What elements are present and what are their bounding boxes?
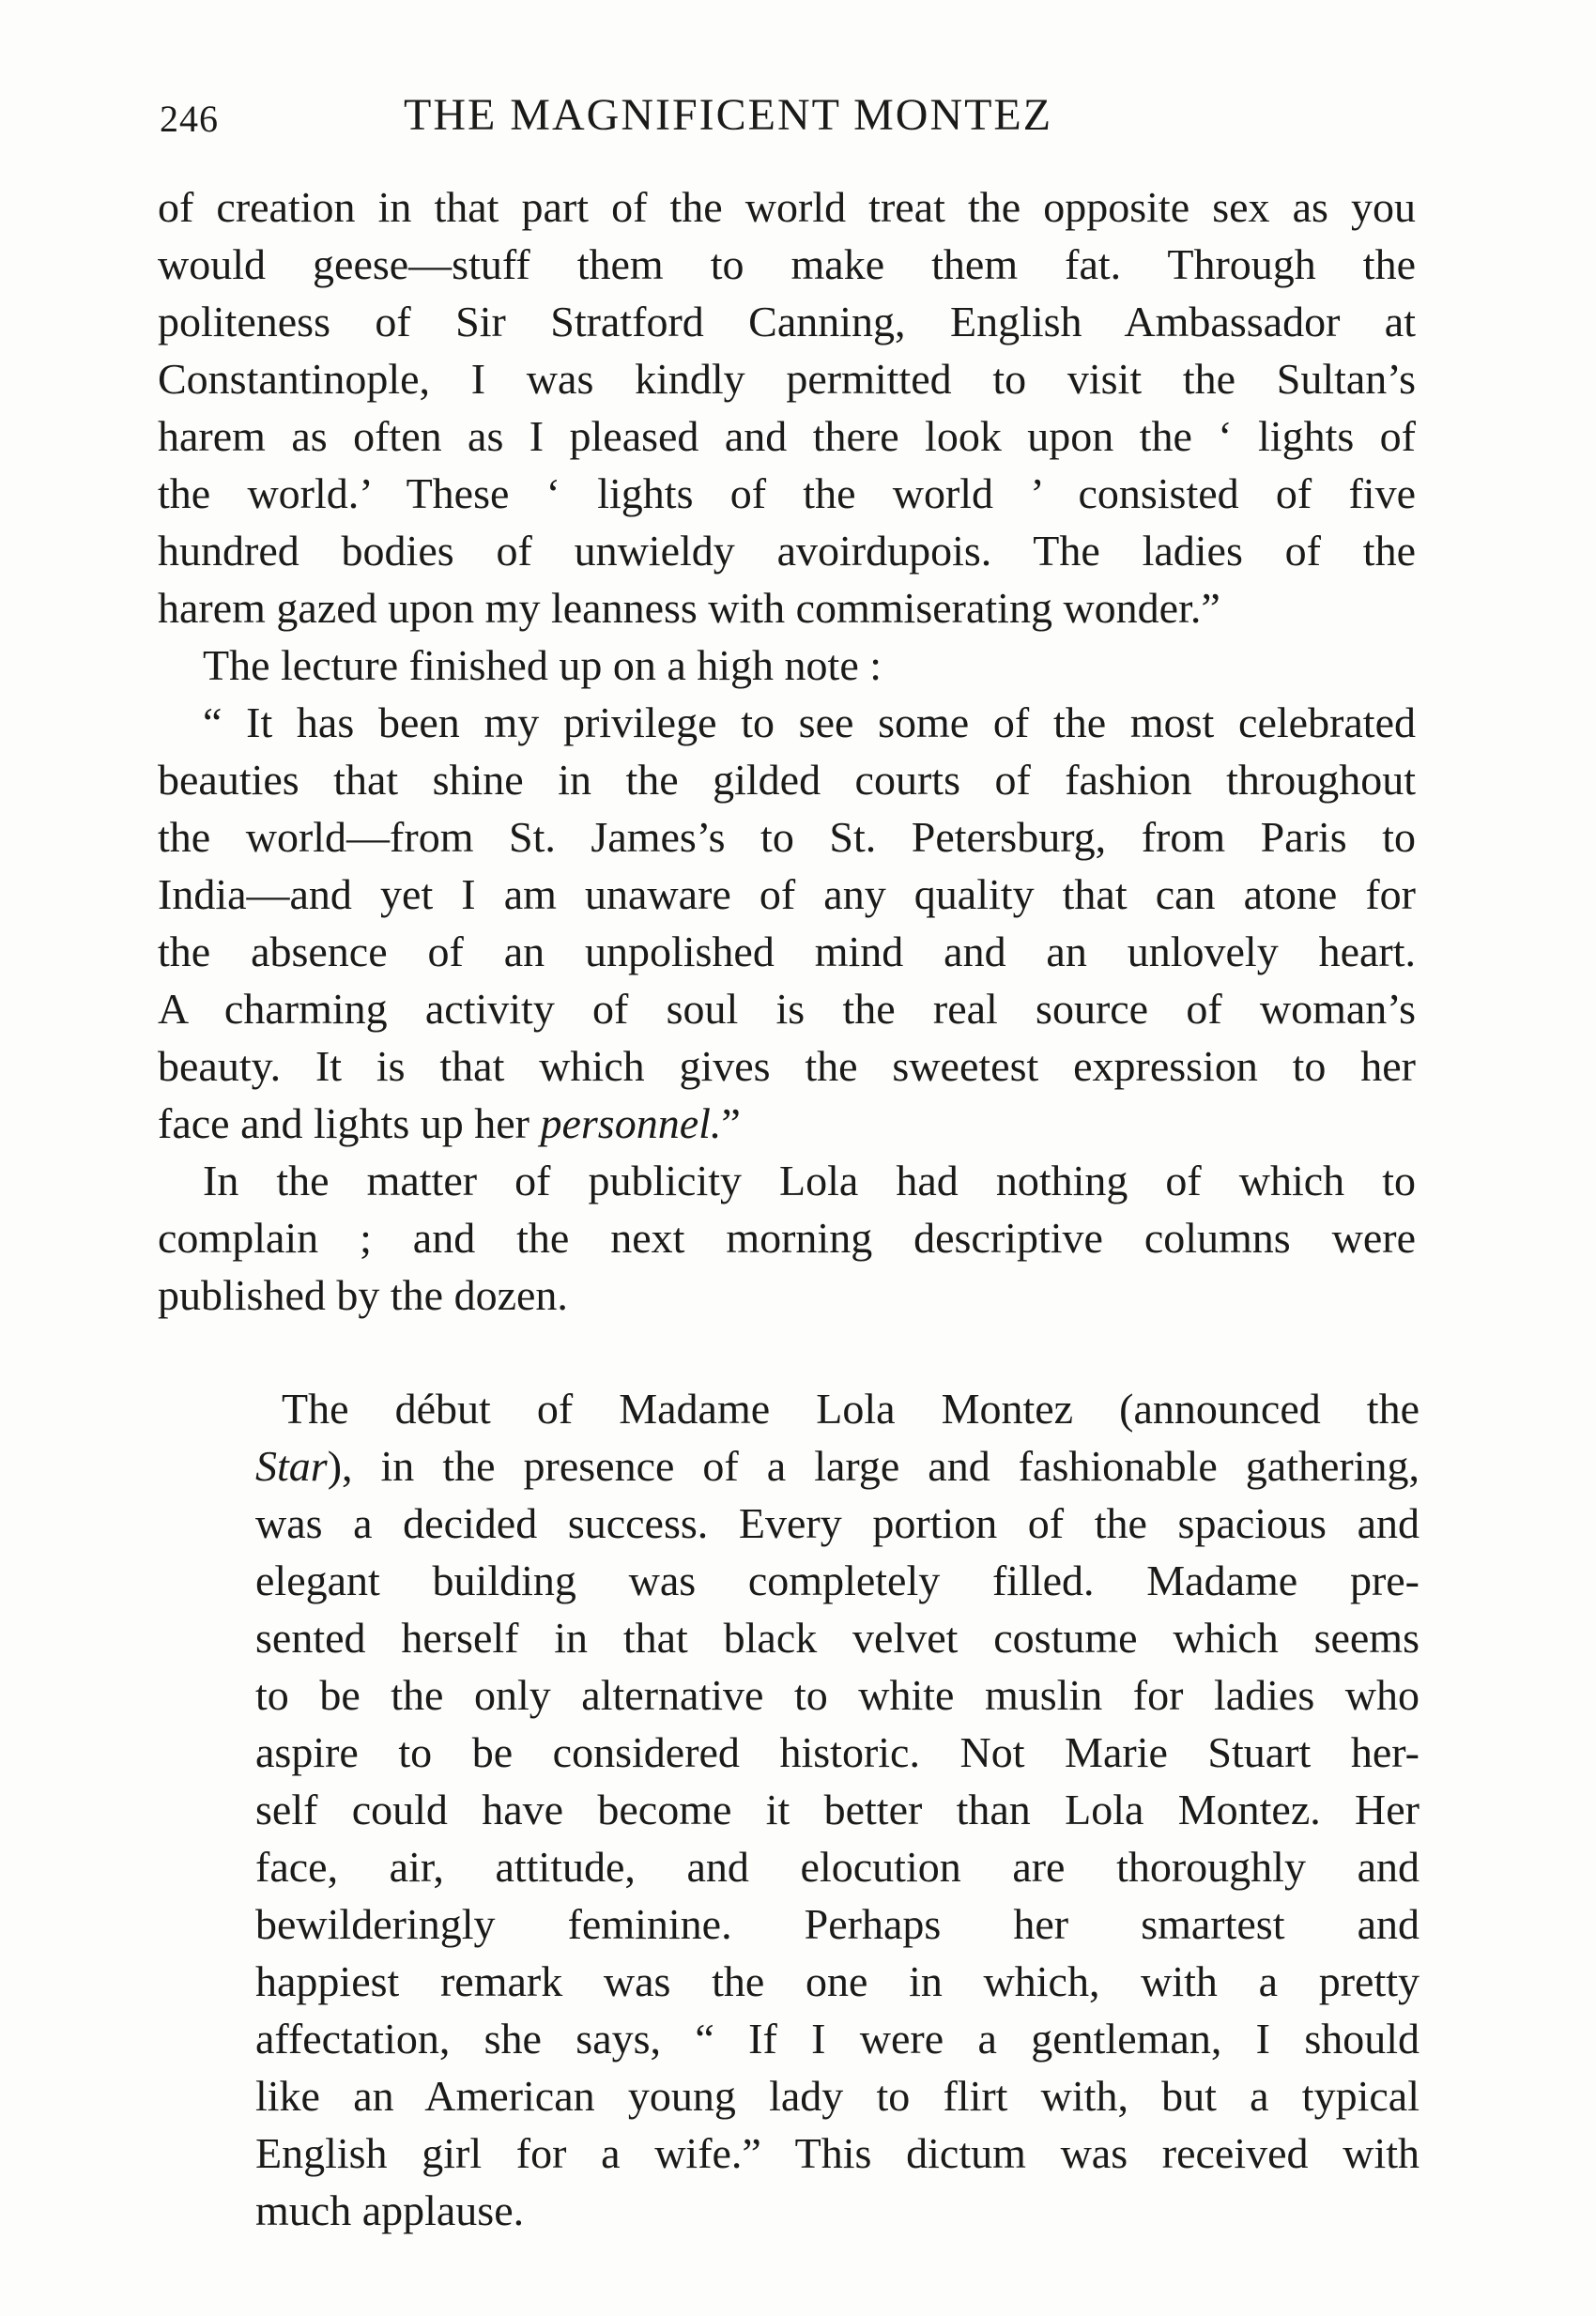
text-line: face, air, attitude, and elocution are thoroughly and: [255, 1843, 1420, 1891]
paragraph-lecture-quote: [158, 694, 1416, 1152]
text-line: The lecture finished up on a high note :: [203, 641, 882, 689]
text-line: The début of Madame Lola Montez (announced the: [282, 1385, 1420, 1433]
text-line: politeness of Sir Stratford Canning, English Ambassador at: [158, 298, 1416, 345]
paragraph-continued: [158, 178, 1416, 637]
text-line: self could have become it better than Lola Montez. Her: [255, 1786, 1420, 1833]
text-line: the world—from St. James’s to St. Petersburg, from Paris to: [158, 813, 1416, 861]
text-line: sented herself in that black velvet costume which seems: [255, 1614, 1420, 1662]
text-line: complain ; and the next morning descriptive columns were: [158, 1214, 1416, 1262]
text-line: of creation in that part of the world treat the opposite sex as you: [158, 183, 1416, 231]
text-line: “ It has been my privilege to see some of the most celebrated: [203, 698, 1416, 746]
page-number: 246: [160, 98, 219, 140]
page-header: [160, 89, 1418, 155]
text-line: Constantinople, I was kindly permitted to visit the Sultan’s: [158, 355, 1416, 403]
text-line: affectation, she says, “ If I were a gentleman, I should: [255, 2015, 1420, 2063]
block-quotation: [255, 1380, 1420, 2239]
italic-word: personnel.: [540, 1099, 722, 1147]
text-line: harem as often as I pleased and there look upon the ‘ lights of: [158, 412, 1416, 460]
text-line: published by the dozen.: [158, 1271, 568, 1319]
text-line: bewilderingly feminine. Perhaps her smartest and: [255, 1900, 1420, 1948]
text-line: [158, 1095, 1416, 1152]
text-line: happiest remark was the one in which, with a pretty: [255, 1957, 1420, 2005]
text-line: like an American young lady to flirt with, but a typical: [255, 2072, 1420, 2120]
text-line: [255, 1437, 1420, 1495]
text-line: to be the only alternative to white muslin for ladies who: [255, 1671, 1420, 1719]
italic-newspaper-name: Star: [255, 1442, 328, 1490]
text-line: India—and yet I am unaware of any quality that can atone for: [158, 870, 1416, 918]
text-line: beauty. It is that which gives the sweetest expression to her: [158, 1042, 1416, 1090]
paragraph-lecture-finish: [158, 637, 1416, 694]
text-line: elegant building was completely filled. Madame pre-: [255, 1557, 1420, 1604]
text-line: was a decided success. Every portion of the spacious and: [255, 1499, 1420, 1547]
text-line: In the matter of publicity Lola had nothing of which to: [203, 1157, 1416, 1204]
text-segment: face and lights up her: [158, 1099, 541, 1147]
running-title: THE MAGNIFICENT MONTEZ: [404, 90, 1053, 140]
text-segment: ), in the presence of a large and fashionable gathering,: [327, 1442, 1420, 1490]
text-line: English girl for a wife.” This dictum was received with: [255, 2129, 1420, 2177]
text-line: the absence of an unpolished mind and an unlovely heart.: [158, 928, 1416, 975]
text-line: would geese—stuff them to make them fat. Through the: [158, 240, 1416, 288]
text-line: A charming activity of soul is the real source of woman’s: [158, 985, 1416, 1033]
text-line: harem gazed upon my leanness with commiserating wonder.”: [158, 584, 1220, 632]
text-line: hundred bodies of unwieldy avoirdupois. The ladies of the: [158, 527, 1416, 575]
text-line: much applause.: [255, 2186, 525, 2234]
paragraph-publicity: [158, 1152, 1416, 1324]
text-segment: ”: [721, 1099, 741, 1147]
text-line: beauties that shine in the gilded courts of fashion throughout: [158, 756, 1416, 804]
text-line: aspire to be considered historic. Not Marie Stuart her-: [255, 1728, 1420, 1776]
text-line: the world.’ These ‘ lights of the world ’ consisted of five: [158, 469, 1416, 517]
